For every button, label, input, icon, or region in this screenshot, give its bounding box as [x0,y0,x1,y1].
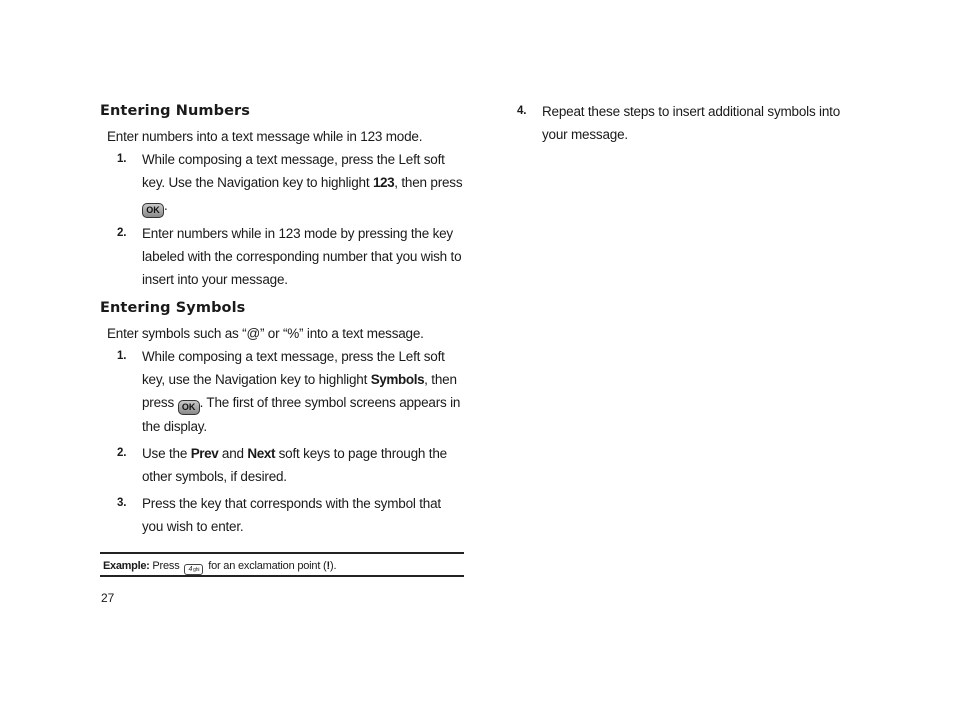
step-text: soft keys to page through the other symbols, if desired. [142,446,447,484]
right-column [517,100,862,150]
ok-key-icon: OK [142,203,164,218]
step-number: 1. [117,153,127,165]
step-text: Use the [142,446,191,461]
left-column [100,100,464,577]
step-number: 3. [117,497,127,509]
step-numbers-2 [100,222,464,291]
steps-entering-numbers [100,148,464,291]
key-4-sub: ghi [193,567,200,573]
step-number: 2. [117,227,127,239]
page-number: 27 [101,591,115,605]
example-text: ). [330,560,337,572]
step-symbols-1 [100,345,464,438]
intro-entering-numbers: Enter numbers into a text message while in 123 mode. [107,129,423,144]
steps-entering-symbols [100,345,464,538]
bold-term-123: 123 [372,175,395,190]
step-text: Repeat these steps to insert additional symbols into your message. [542,104,841,142]
step-numbers-1 [100,148,464,218]
step-number: 4. [517,105,527,117]
example-text: Press [149,560,183,572]
step-text: While composing a text message, press the Left soft key. Use the Navigation key to highlight [142,152,445,190]
step-text: . [164,198,168,213]
heading-entering-numbers: Entering Numbers [100,103,251,119]
step-symbols-4 [517,100,862,146]
steps-continued [517,100,862,146]
example-label: Example: [103,560,150,572]
step-text: , then press [142,372,457,410]
example-text: for an exclamation point ( [205,560,327,572]
heading-entering-symbols: Entering Symbols [100,300,246,316]
step-number: 1. [117,350,127,362]
key-4-main: 4 [188,566,193,573]
step-text: Press the key that corresponds with the symbol that you wish to enter. [142,496,441,534]
step-symbols-3 [100,492,464,538]
step-number: 2. [117,447,127,459]
intro-entering-symbols: Enter symbols such as “@” or “%” into a text message. [107,326,424,341]
bold-term-prev: Prev [190,446,219,461]
key-4-icon [184,564,203,575]
step-text: , then press [394,175,463,190]
example-box [100,552,464,577]
section-entering-symbols [100,297,464,538]
bold-term-symbols: Symbols [370,372,425,387]
ok-key-icon: OK [178,400,200,415]
example-bold-symbol: ! [326,560,330,572]
step-text: . The first of three symbol screens appears in the display. [142,395,461,434]
step-text: Enter numbers while in 123 mode by pressing the key labeled with the corresponding number that you wish to insert into your message. [142,226,462,287]
step-symbols-2 [100,442,464,488]
step-text: and [218,446,248,461]
bold-term-next: Next [247,446,276,461]
step-text: While composing a text message, press the Left soft key, use the Navigation key to highlight [142,349,445,387]
